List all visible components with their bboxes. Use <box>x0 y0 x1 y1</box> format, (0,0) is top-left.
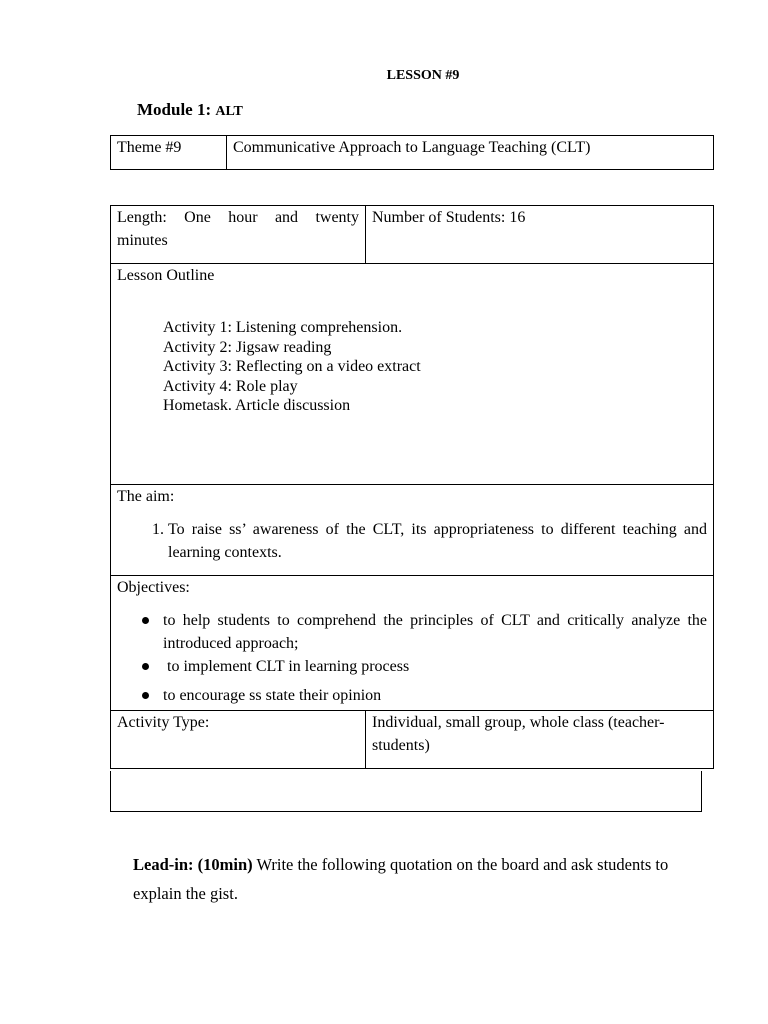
length-cell <box>111 206 366 264</box>
module-label: Module 1: <box>137 100 212 119</box>
objective-item: to help students to comprehend the principles of CLT and critically analyze the introduced approach; <box>163 609 707 655</box>
activity-type-row <box>111 711 714 769</box>
length-text: Length: One hour and twenty minutes <box>117 209 359 249</box>
aim-cell <box>111 485 714 576</box>
objectives-list <box>117 609 707 707</box>
num-students-cell: Number of Students: 16 <box>366 206 714 264</box>
outline-item: Activity 4: Role play <box>163 377 298 395</box>
theme-label: Theme #9 <box>111 136 227 170</box>
objectives-heading: Objectives: <box>117 579 190 596</box>
objective-item: to implement CLT in learning process <box>163 655 707 678</box>
outline-item: Activity 2: Jigsaw reading <box>163 338 332 356</box>
length-row <box>111 206 714 264</box>
aim-list <box>117 518 707 564</box>
lesson-title: LESSON #9 <box>386 68 460 83</box>
objective-item: to encourage ss state their opinion <box>163 684 707 707</box>
outline-cell <box>111 264 714 485</box>
outline-item: Activity 1: Listening comprehension. <box>163 319 403 336</box>
lead-in-paragraph <box>133 850 708 908</box>
theme-table <box>110 135 714 170</box>
module-code: ALT <box>215 104 243 119</box>
aim-item: 1. To raise ss’ awareness of the CLT, its appropriateness to different teaching and learning contexts. <box>168 518 707 564</box>
aim-heading: The aim: <box>117 488 175 505</box>
outline-list <box>163 318 707 416</box>
activity-type-value: Individual, small group, whole class (teacher-students) <box>366 711 714 769</box>
objectives-row <box>111 576 714 711</box>
theme-row <box>111 136 714 170</box>
theme-value: Communicative Approach to Language Teaching (CLT) <box>227 136 714 170</box>
outline-item: Activity 3: Reflecting on a video extract <box>163 358 421 375</box>
outline-heading: Lesson Outline <box>117 267 215 284</box>
lesson-plan-table <box>110 205 714 769</box>
module-heading <box>137 100 243 120</box>
aim-row <box>111 485 714 576</box>
outline-row <box>111 264 714 485</box>
objectives-cell <box>111 576 714 711</box>
lead-in-label: Lead-in: (10min) <box>133 855 253 874</box>
activity-type-label: Activity Type: <box>111 711 366 769</box>
outline-item: Hometask. Article discussion <box>163 397 351 414</box>
blank-cell <box>110 771 702 812</box>
lead-in-text: Write the following quotation on the board and ask students to explain the gist. <box>133 855 669 903</box>
